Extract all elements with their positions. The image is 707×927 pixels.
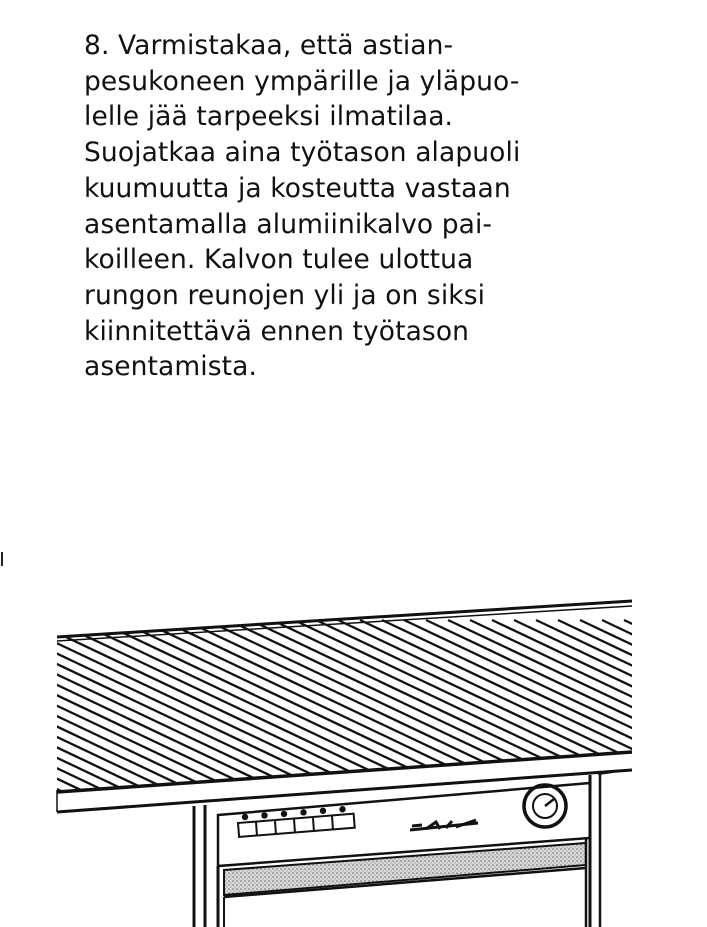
instruction-line: Suojatkaa aina työtason alapuoli	[84, 137, 521, 169]
instruction-line: asentamista.	[84, 351, 258, 383]
dishwasher	[218, 783, 590, 927]
hatch-line	[0, 620, 322, 800]
hatch-line	[404, 620, 707, 800]
scan-edge-mark	[1, 552, 3, 566]
hatch-line	[0, 620, 58, 800]
program-buttons	[238, 814, 355, 837]
indicator-light	[261, 812, 267, 818]
hatch-line	[646, 620, 707, 800]
hatch-line	[382, 620, 707, 800]
hatch-line	[0, 620, 278, 800]
program-dial	[524, 785, 566, 827]
hatch-line	[426, 620, 707, 800]
hatch-line	[624, 620, 707, 800]
instruction-line: pesukoneen ympärille ja yläpuo-	[84, 65, 520, 97]
hatch-line	[0, 620, 36, 800]
brand-logo	[410, 820, 478, 830]
hatch-line	[0, 620, 168, 800]
dishwasher-installation-illustration	[0, 590, 707, 927]
hatch-line	[0, 620, 300, 800]
hatch-line	[536, 620, 707, 800]
indicator-light	[242, 814, 248, 820]
instruction-line: koilleen. Kalvon tulee ulottua	[84, 244, 474, 276]
hatch-line	[690, 620, 707, 800]
hatch-line	[0, 620, 14, 800]
indicator-light	[300, 809, 306, 815]
instruction-line: 8. Varmistakaa, että astian-	[84, 30, 454, 61]
instruction-line: rungon reunojen yli ja on siksi	[84, 279, 486, 311]
hatch-line	[0, 620, 124, 800]
indicator-light	[320, 808, 326, 814]
hatch-line	[0, 620, 344, 800]
hatch-line	[0, 620, 146, 800]
instruction-line: kuumuutta ja kosteutta vastaan	[84, 172, 511, 204]
indicator-light	[339, 806, 345, 812]
hatch-line	[360, 620, 707, 800]
instruction-line: asentamalla alumiinikalvo pai-	[84, 208, 493, 240]
instruction-line: lelle jää tarpeeksi ilmatilaa.	[84, 101, 454, 133]
indicator-light	[281, 811, 287, 817]
instruction-text	[84, 28, 644, 385]
hatch-line	[668, 620, 707, 800]
hatch-line	[0, 620, 212, 800]
instruction-line: kiinnitettävä ennen työtason	[84, 315, 470, 347]
hatch-line	[0, 620, 190, 800]
